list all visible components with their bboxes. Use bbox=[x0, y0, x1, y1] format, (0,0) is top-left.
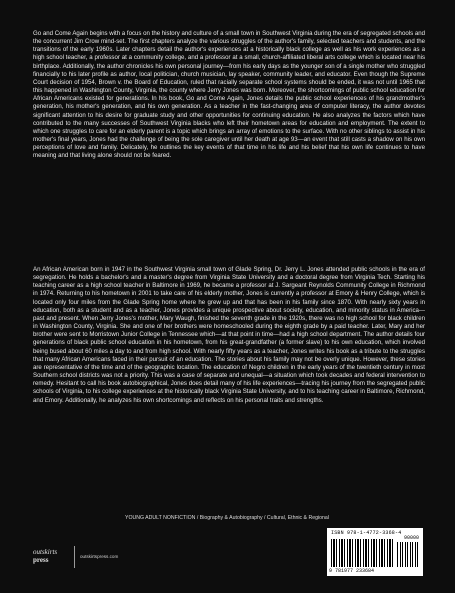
barcode-bars bbox=[331, 539, 393, 567]
publisher-logo-line2: press bbox=[33, 556, 49, 564]
genre-category: YOUNG ADULT NONFICTION / Biography & Autobiography / Cultural, Ethnic & Regional bbox=[125, 515, 329, 521]
price-code: 90000 bbox=[403, 535, 419, 541]
author-bio: An African American born in 1947 in the Southwest Virginia small town of Glade Spring, Dr. Jerry L. Jones attended public schools in the era of segregation. He holds a bachelor's and a master's degree from Virginia State University and a doctoral degree from Virginia Tech. Starting his teaching career as a high school teacher in Baltimore in 1969, he became a professor at J. Sargeant Reynolds Community College in Richmond in 1974. Returning to his hometown in 2001 to take care of his elderly mother, Jones is currently a professor at Emory & Henry College, which is located only four miles from the Glade Spring home where he grew up and that has been in his family since 1870. With nearly sixty years in education, both as a student and as a teacher, Jones provides a unique prospective about society, education, and minority status in America—past and present. When Jerry Jones's mother, Mary Waugh, finished the seventh grade in the 1920s, there was no high school for black children in Washington County, Virginia. She and one of her brothers were homeschooled during the eighth grade by a paid teacher. Later, Mary and her brother were sent to Morristown Junior College in Tennessee which—at that point in time—had a high school department. The author details four generations of black public school education in his hometown, from his great-grandfather (a former slave) to his own education, which involved being bused about 60 miles a day to and from high school. With nearly fifty years as a teacher, Jones writes his book as a tribute to the struggles that many African Americans faced in their pursuit of an education. The stories about his family may not be overly unique. However, these stories are representative of the time and of the geographic location. The education of Negro children in the early years of the twentieth century in most Southern school districts was not a priority. This was a case of separate and unequal—a situation which took decades and federal intervention to remedy. Hesitant to call his book autobiographical, Jones does detail many of his life experiences—tracing his journey from the segregated public schools of Virginia, to his college experiences at the historically black Virginia State University, and to his teaching career in Baltimore, Richmond, and Emory. Additionally, he analyzes his own shortcomings and reflects on his personal traits and strengths. bbox=[33, 266, 425, 404]
publisher-logo-line1: outskirts bbox=[33, 548, 58, 556]
isbn-number: ISBN 978-1-4772-3368-4 bbox=[331, 530, 402, 536]
publisher-divider bbox=[74, 546, 75, 568]
book-description: Go and Come Again begins with a focus on the history and culture of a small town in Southwest Virginia during the era of segregated schools and the concurrent Jim Crow mind-set. The first chapters analyze the various struggles of the author's family, selected teachers and students, and the transitions of the early 1960s. Later chapters detail the author's experiences at a historically black college as well as his work experiences as a high school teacher, a professor at a community college, and a professor at a small, church-affiliated liberal arts college which is located near his birthplace. Additionally, the author chronicles his own personal journey—from his early days as the younger son of a single mother who struggled financially to his later profile as author, local politician, church musician, lay speaker, community leader, and educator. Even though the Supreme Court decision of 1954, Brown v. the Board of Education, ruled that racially separate school systems should be ended, it was not until 1965 that this happened in Washington County, Virginia, the county where Jerry Jones was born. Moreover, the shortcomings of public school education for African Americans existed for generations. In his book, Go and Come Again, Jones details the public school experiences of his grandmother's generation, his mother's generation, and his own generation. As a teacher in the fast-changing area of computer literacy, the author devotes significant attention to his desire for graduate study and other opportunities for continuing education. He also analyzes the factors which have contributed to the many successes of Southwest Virginia blacks who left their hometown areas for education and employment. The extent to which one struggles to care for an elderly parent is a topic which brings an array of emotions to the surface. With no other siblings to assist in his mother's final years, Jones had the challenge of being the sole caregiver until her death at age 93—an event that still casts a shadow on his own perceptions of love and family. Delicately, he outlines the key events of that time in his life and his belief that his own life continues to have meaning and that living alone should not be feared. bbox=[33, 30, 425, 160]
publisher-website: outskirtspress.com bbox=[80, 554, 119, 559]
barcode-addon-bars bbox=[397, 542, 419, 567]
publisher-logo bbox=[33, 545, 67, 573]
barcode-digits: 9 781977 233684 bbox=[329, 568, 375, 574]
isbn-barcode bbox=[327, 528, 423, 576]
